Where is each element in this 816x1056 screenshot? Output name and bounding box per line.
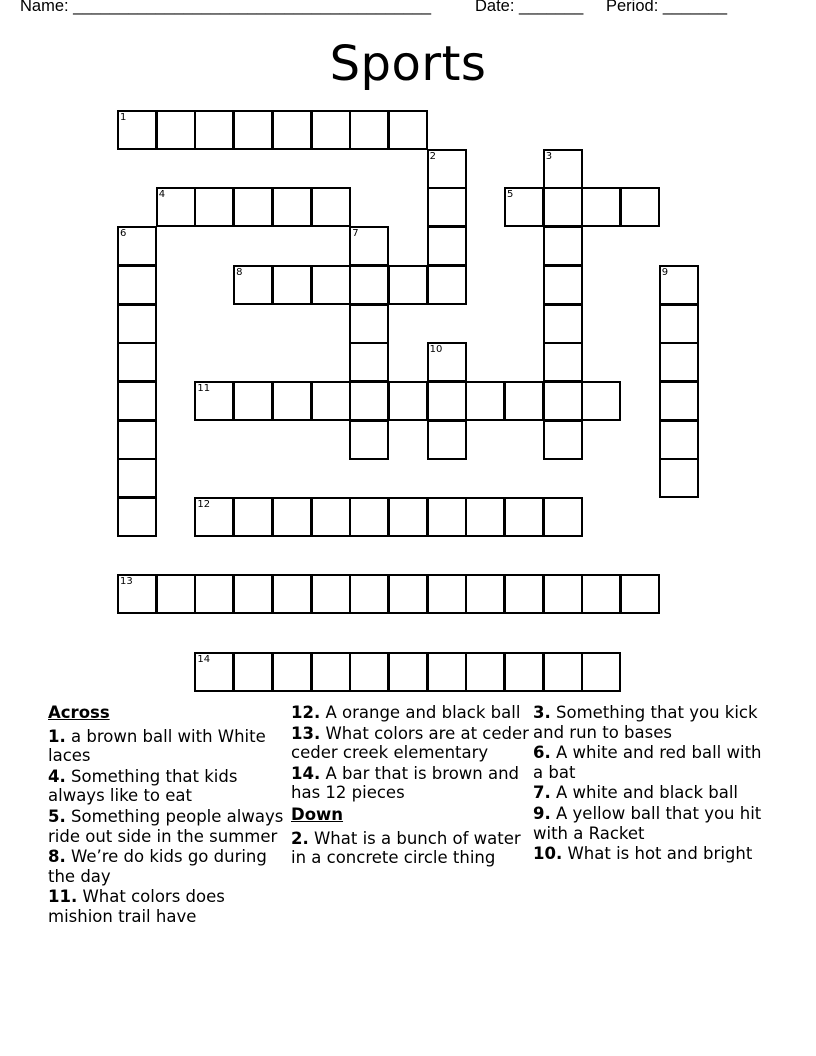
clue-number: 3.: [533, 703, 551, 722]
grid-cell[interactable]: [349, 342, 389, 382]
grid-cell[interactable]: [543, 652, 583, 692]
grid-cell[interactable]: [117, 497, 157, 537]
grid-cell[interactable]: [427, 265, 467, 305]
clues-column-3: [533, 703, 771, 865]
grid-cell[interactable]: [194, 381, 234, 421]
period-field[interactable]: Period: _______: [606, 0, 728, 15]
clues-column-2: [291, 703, 529, 869]
across-heading: Across: [48, 703, 110, 722]
grid-cell[interactable]: [233, 110, 273, 150]
clue-number: 11.: [48, 887, 78, 907]
clue-text: Something that you kick and run to bases: [533, 703, 758, 742]
grid-cell[interactable]: [272, 497, 312, 537]
grid-cell[interactable]: [543, 187, 583, 227]
grid-cell[interactable]: [272, 265, 312, 305]
grid-cell[interactable]: [194, 652, 234, 692]
grid-cell[interactable]: [311, 381, 351, 421]
grid-cell[interactable]: [504, 574, 544, 614]
across-clue-list: [48, 727, 286, 927]
grid-cell[interactable]: [543, 342, 583, 382]
clue-number: 10.: [533, 844, 563, 864]
clue-text: We’re do kids go during the day: [48, 847, 267, 886]
grid-cell[interactable]: [659, 458, 699, 498]
clue-item: [291, 703, 529, 723]
grid-cell[interactable]: [427, 420, 467, 460]
grid-cell[interactable]: [581, 652, 621, 692]
grid-cell[interactable]: [427, 574, 467, 614]
grid-cell[interactable]: [581, 187, 621, 227]
grid-cell[interactable]: [349, 420, 389, 460]
clue-text: A white and red ball with a bat: [533, 743, 762, 782]
grid-cell[interactable]: [427, 342, 467, 382]
clue-number: 10: [429, 344, 443, 356]
clue-number: 6: [120, 228, 127, 240]
clue-text: Something people always ride out side in the summer: [48, 806, 284, 846]
clue-item: [291, 829, 529, 868]
grid-cell[interactable]: [427, 497, 467, 537]
grid-cell[interactable]: [659, 420, 699, 460]
grid-cell[interactable]: [349, 381, 389, 421]
clue-item: [48, 847, 286, 886]
grid-cell[interactable]: [659, 265, 699, 305]
grid-cell[interactable]: [349, 497, 389, 537]
name-field[interactable]: Name: _______________________________________: [20, 0, 432, 15]
grid-cell[interactable]: [543, 420, 583, 460]
clue-item: [533, 783, 771, 803]
down-heading: Down: [291, 804, 344, 824]
grid-cell[interactable]: [581, 381, 621, 421]
clue-item: [533, 743, 771, 782]
clue-item: [533, 703, 771, 742]
grid-cell[interactable]: [117, 574, 157, 614]
clue-text: What is a bunch of water in a concrete circle thing: [291, 828, 521, 868]
across-clue-list-continued: [291, 703, 529, 803]
grid-cell[interactable]: [233, 574, 273, 614]
clue-number: 9: [661, 266, 669, 278]
grid-cell[interactable]: [427, 652, 467, 692]
grid-cell[interactable]: [272, 187, 312, 227]
grid-cell[interactable]: [504, 381, 544, 421]
grid-cell[interactable]: [427, 381, 467, 421]
grid-cell[interactable]: [233, 265, 273, 305]
clue-number: 2: [429, 150, 436, 162]
grid-cell[interactable]: [156, 574, 196, 614]
clue-number: 7.: [533, 783, 551, 803]
grid-cell[interactable]: [388, 110, 428, 150]
grid-cell[interactable]: [543, 381, 583, 421]
grid-cell[interactable]: [427, 226, 467, 266]
grid-cell[interactable]: [117, 381, 157, 421]
grid-cell[interactable]: [659, 304, 699, 344]
grid-cell[interactable]: [194, 187, 234, 227]
grid-cell[interactable]: [117, 265, 157, 305]
clue-number: 4.: [48, 766, 66, 786]
clue-number: 13.: [291, 723, 321, 743]
clue-number: 8: [236, 266, 243, 278]
grid-cell[interactable]: [349, 304, 389, 344]
grid-cell[interactable]: [427, 149, 467, 189]
grid-cell[interactable]: [117, 226, 157, 266]
clue-number: 13: [120, 576, 133, 588]
grid-cell[interactable]: [620, 187, 660, 227]
clue-number: 14.: [291, 763, 321, 783]
grid-cell[interactable]: [272, 110, 312, 150]
grid-cell[interactable]: [581, 574, 621, 614]
grid-cell[interactable]: [504, 652, 544, 692]
grid-cell[interactable]: [311, 652, 351, 692]
grid-cell[interactable]: [272, 652, 312, 692]
grid-cell[interactable]: [659, 342, 699, 382]
clue-number: 12.: [291, 703, 321, 722]
clue-number: 4: [158, 189, 166, 201]
grid-cell[interactable]: [117, 110, 157, 150]
grid-cell[interactable]: [543, 497, 583, 537]
grid-cell[interactable]: [311, 110, 351, 150]
clue-item: [48, 887, 286, 926]
grid-cell[interactable]: [388, 381, 428, 421]
clue-text: What is hot and bright: [562, 844, 753, 864]
grid-cell[interactable]: [194, 110, 234, 150]
grid-cell[interactable]: [194, 497, 234, 537]
grid-cell[interactable]: [311, 187, 351, 227]
grid-cell[interactable]: [194, 574, 234, 614]
clue-text: A yellow ball that you hit with a Racket: [533, 803, 762, 843]
grid-cell[interactable]: [156, 187, 196, 227]
grid-cell[interactable]: [543, 149, 583, 189]
clue-number: 5.: [48, 806, 66, 826]
clue-number: 5: [507, 189, 514, 201]
clue-item: [533, 844, 771, 864]
grid-cell[interactable]: [349, 265, 389, 305]
clue-item: [291, 724, 529, 763]
clue-text: A bar that is brown and has 12 pieces: [291, 763, 520, 803]
grid-cell[interactable]: [504, 187, 544, 227]
grid-cell[interactable]: [156, 110, 196, 150]
grid-cell[interactable]: [504, 497, 544, 537]
grid-cell[interactable]: [311, 497, 351, 537]
grid-cell[interactable]: [117, 420, 157, 460]
grid-cell[interactable]: [349, 226, 389, 266]
clue-number: 9.: [533, 803, 551, 823]
clue-number: 12: [197, 499, 211, 510]
clue-item: [291, 764, 529, 803]
clue-number: 1.: [48, 726, 66, 746]
grid-cell[interactable]: [272, 574, 312, 614]
clues-column-1: [48, 703, 286, 928]
grid-cell[interactable]: [349, 110, 389, 150]
grid-cell[interactable]: [117, 304, 157, 344]
grid-cell[interactable]: [349, 652, 389, 692]
clue-text: What colors does mishion trail have: [48, 887, 225, 926]
grid-cell[interactable]: [620, 574, 660, 614]
grid-cell[interactable]: [388, 497, 428, 537]
clue-text: What colors are at ceder ceder creek elementary: [291, 723, 529, 763]
grid-cell[interactable]: [543, 265, 583, 305]
grid-cell[interactable]: [465, 574, 505, 614]
grid-cell[interactable]: [465, 652, 505, 692]
grid-cell[interactable]: [465, 497, 505, 537]
grid-cell[interactable]: [543, 226, 583, 266]
clue-number: 11: [197, 382, 211, 394]
clue-item: [48, 727, 286, 766]
clue-item: [533, 804, 771, 843]
grid-cell[interactable]: [233, 652, 273, 692]
clue-item: [48, 807, 286, 846]
clue-number: 7: [352, 228, 359, 240]
down-clue-list: [291, 829, 529, 868]
clue-number: 8.: [48, 847, 66, 867]
grid-cell[interactable]: [233, 497, 273, 537]
grid-cell[interactable]: [543, 304, 583, 344]
clue-text: Something that kids always like to eat: [48, 766, 238, 806]
grid-cell[interactable]: [465, 381, 505, 421]
grid-cell[interactable]: [427, 187, 467, 227]
grid-cell[interactable]: [659, 381, 699, 421]
clue-text: A orange and black ball: [320, 703, 521, 722]
grid-cell[interactable]: [311, 574, 351, 614]
date-field[interactable]: Date: _______: [475, 0, 584, 15]
grid-cell[interactable]: [349, 574, 389, 614]
clue-number: 1: [120, 112, 127, 123]
grid-cell[interactable]: [233, 187, 273, 227]
grid-cell[interactable]: [388, 265, 428, 305]
page-title: Sports: [329, 36, 487, 92]
grid-cell[interactable]: [388, 574, 428, 614]
clue-number: 6.: [533, 743, 551, 763]
clue-item: [48, 767, 286, 806]
clue-number: 2.: [291, 828, 309, 848]
clue-text: a brown ball with White laces: [48, 726, 266, 766]
grid-cell[interactable]: [117, 342, 157, 382]
grid-cell[interactable]: [117, 458, 157, 498]
grid-cell[interactable]: [272, 381, 312, 421]
grid-cell[interactable]: [311, 265, 351, 305]
grid-cell[interactable]: [233, 381, 273, 421]
clue-number: 14: [197, 653, 211, 665]
down-clue-list-continued: [533, 703, 771, 864]
clue-text: A white and black ball: [550, 783, 739, 803]
grid-cell[interactable]: [543, 574, 583, 614]
grid-cell[interactable]: [388, 652, 428, 692]
clue-number: 3: [545, 150, 553, 162]
